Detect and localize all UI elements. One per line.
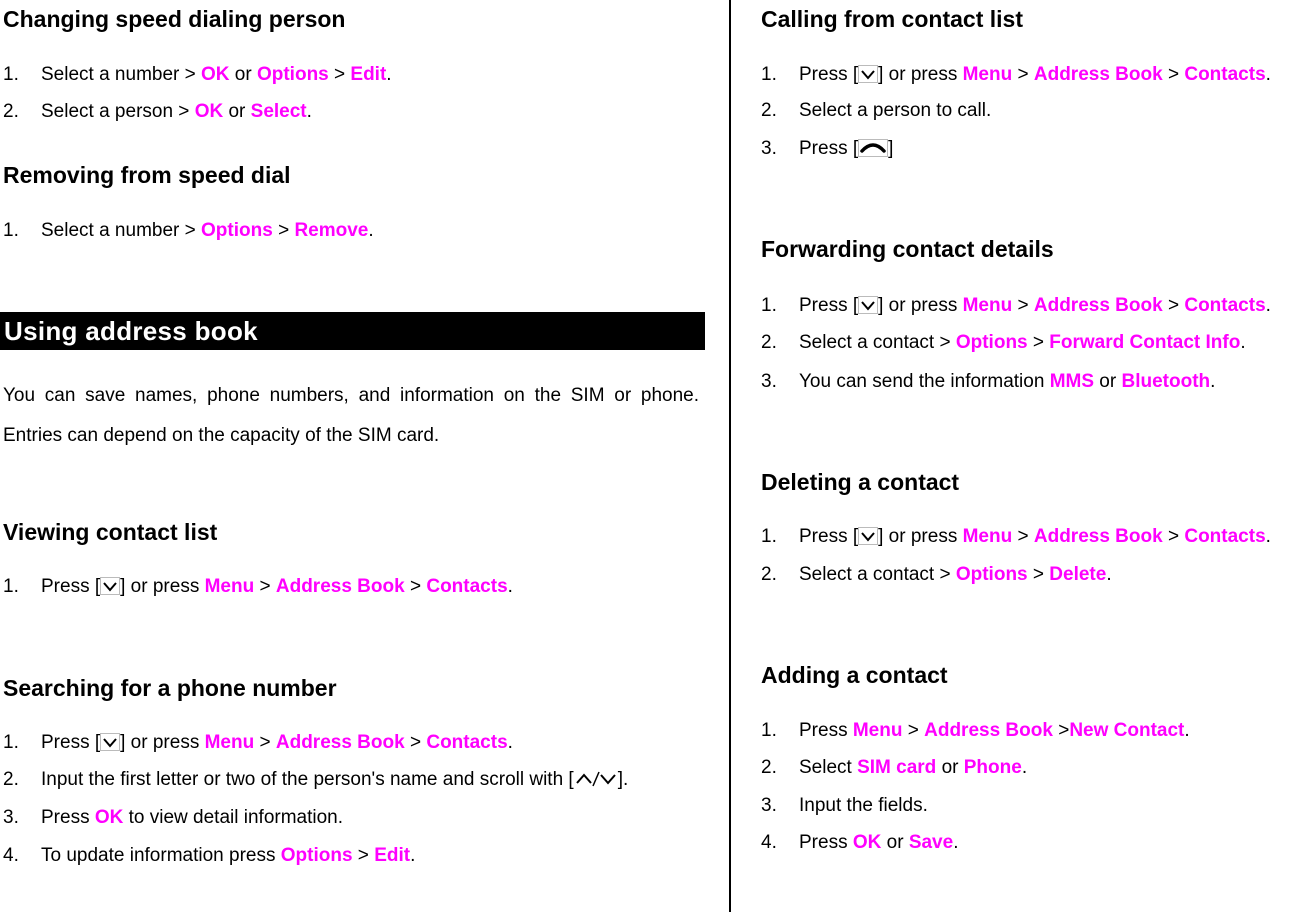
list-item: 2. Select a contact > Options > Delete.	[761, 564, 1112, 585]
list-item: 1. Press [ ] or press Menu > Address Book > Contacts.	[761, 64, 1271, 85]
list-item: 3. Input the fields.	[761, 795, 928, 816]
heading-adding-contact: Adding a contact	[761, 662, 948, 688]
intro-paragraph: You can save names, phone numbers, and information on the SIM or phone. Entries can depend on the capacity of the SIM card.	[3, 385, 699, 446]
nav-up-down-key-icon	[574, 770, 618, 788]
list-item: 1. Press [ ] or press Menu > Address Book > Contacts.	[761, 526, 1271, 547]
list-item: 1. Press [ ] or press Menu > Address Book > Contacts.	[3, 732, 513, 753]
list-item: 2. Select a person to call.	[761, 100, 992, 121]
heading-viewing-contact-list: Viewing contact list	[3, 519, 218, 545]
list-item: 1. Press [ ] or press Menu > Address Book > Contacts.	[3, 576, 513, 597]
column-divider	[729, 0, 731, 912]
nav-down-key-icon	[858, 65, 878, 83]
list-item: 1. Select a number > Options > Remove.	[3, 220, 374, 241]
list-item: 2. Select a contact > Options > Forward Contact Info.	[761, 332, 1246, 353]
list-item: 4. Press OK or Save.	[761, 832, 959, 853]
list-item: 3. Press OK to view detail information.	[3, 807, 344, 828]
call-key-icon	[858, 139, 888, 157]
list-item: 1. Select a number > OK or Options > Edit.	[3, 64, 392, 85]
nav-down-key-icon	[858, 296, 878, 314]
list-item: 4. To update information press Options > Edit.	[3, 845, 416, 866]
heading-removing-speed-dial: Removing from speed dial	[3, 162, 291, 188]
list-item: 2. Select SIM card or Phone.	[761, 757, 1028, 778]
list-item: 2. Select a person > OK or Select.	[3, 101, 312, 122]
heading-changing-speed-dial: Changing speed dialing person	[3, 6, 346, 32]
heading-forwarding-contact-details: Forwarding contact details	[761, 236, 1054, 262]
heading-calling-from-contact-list: Calling from contact list	[761, 6, 1023, 32]
heading-deleting-contact: Deleting a contact	[761, 469, 960, 495]
list-item: 1. Press Menu > Address Book >New Contact.	[761, 720, 1190, 741]
heading-searching-phone-number: Searching for a phone number	[3, 675, 337, 701]
list-item: 3. Press [ ]	[761, 138, 894, 159]
nav-down-key-icon	[100, 733, 120, 751]
list-item: 1. Press [ ] or press Menu > Address Book > Contacts.	[761, 295, 1271, 316]
list-item: 3. You can send the information MMS or Bluetooth.	[761, 371, 1216, 392]
section-title-bar: Using address book	[0, 312, 705, 350]
nav-down-key-icon	[858, 527, 878, 545]
nav-down-key-icon	[100, 577, 120, 595]
list-item: 2. Input the first letter or two of the person's name and scroll with [ ].	[3, 769, 629, 790]
